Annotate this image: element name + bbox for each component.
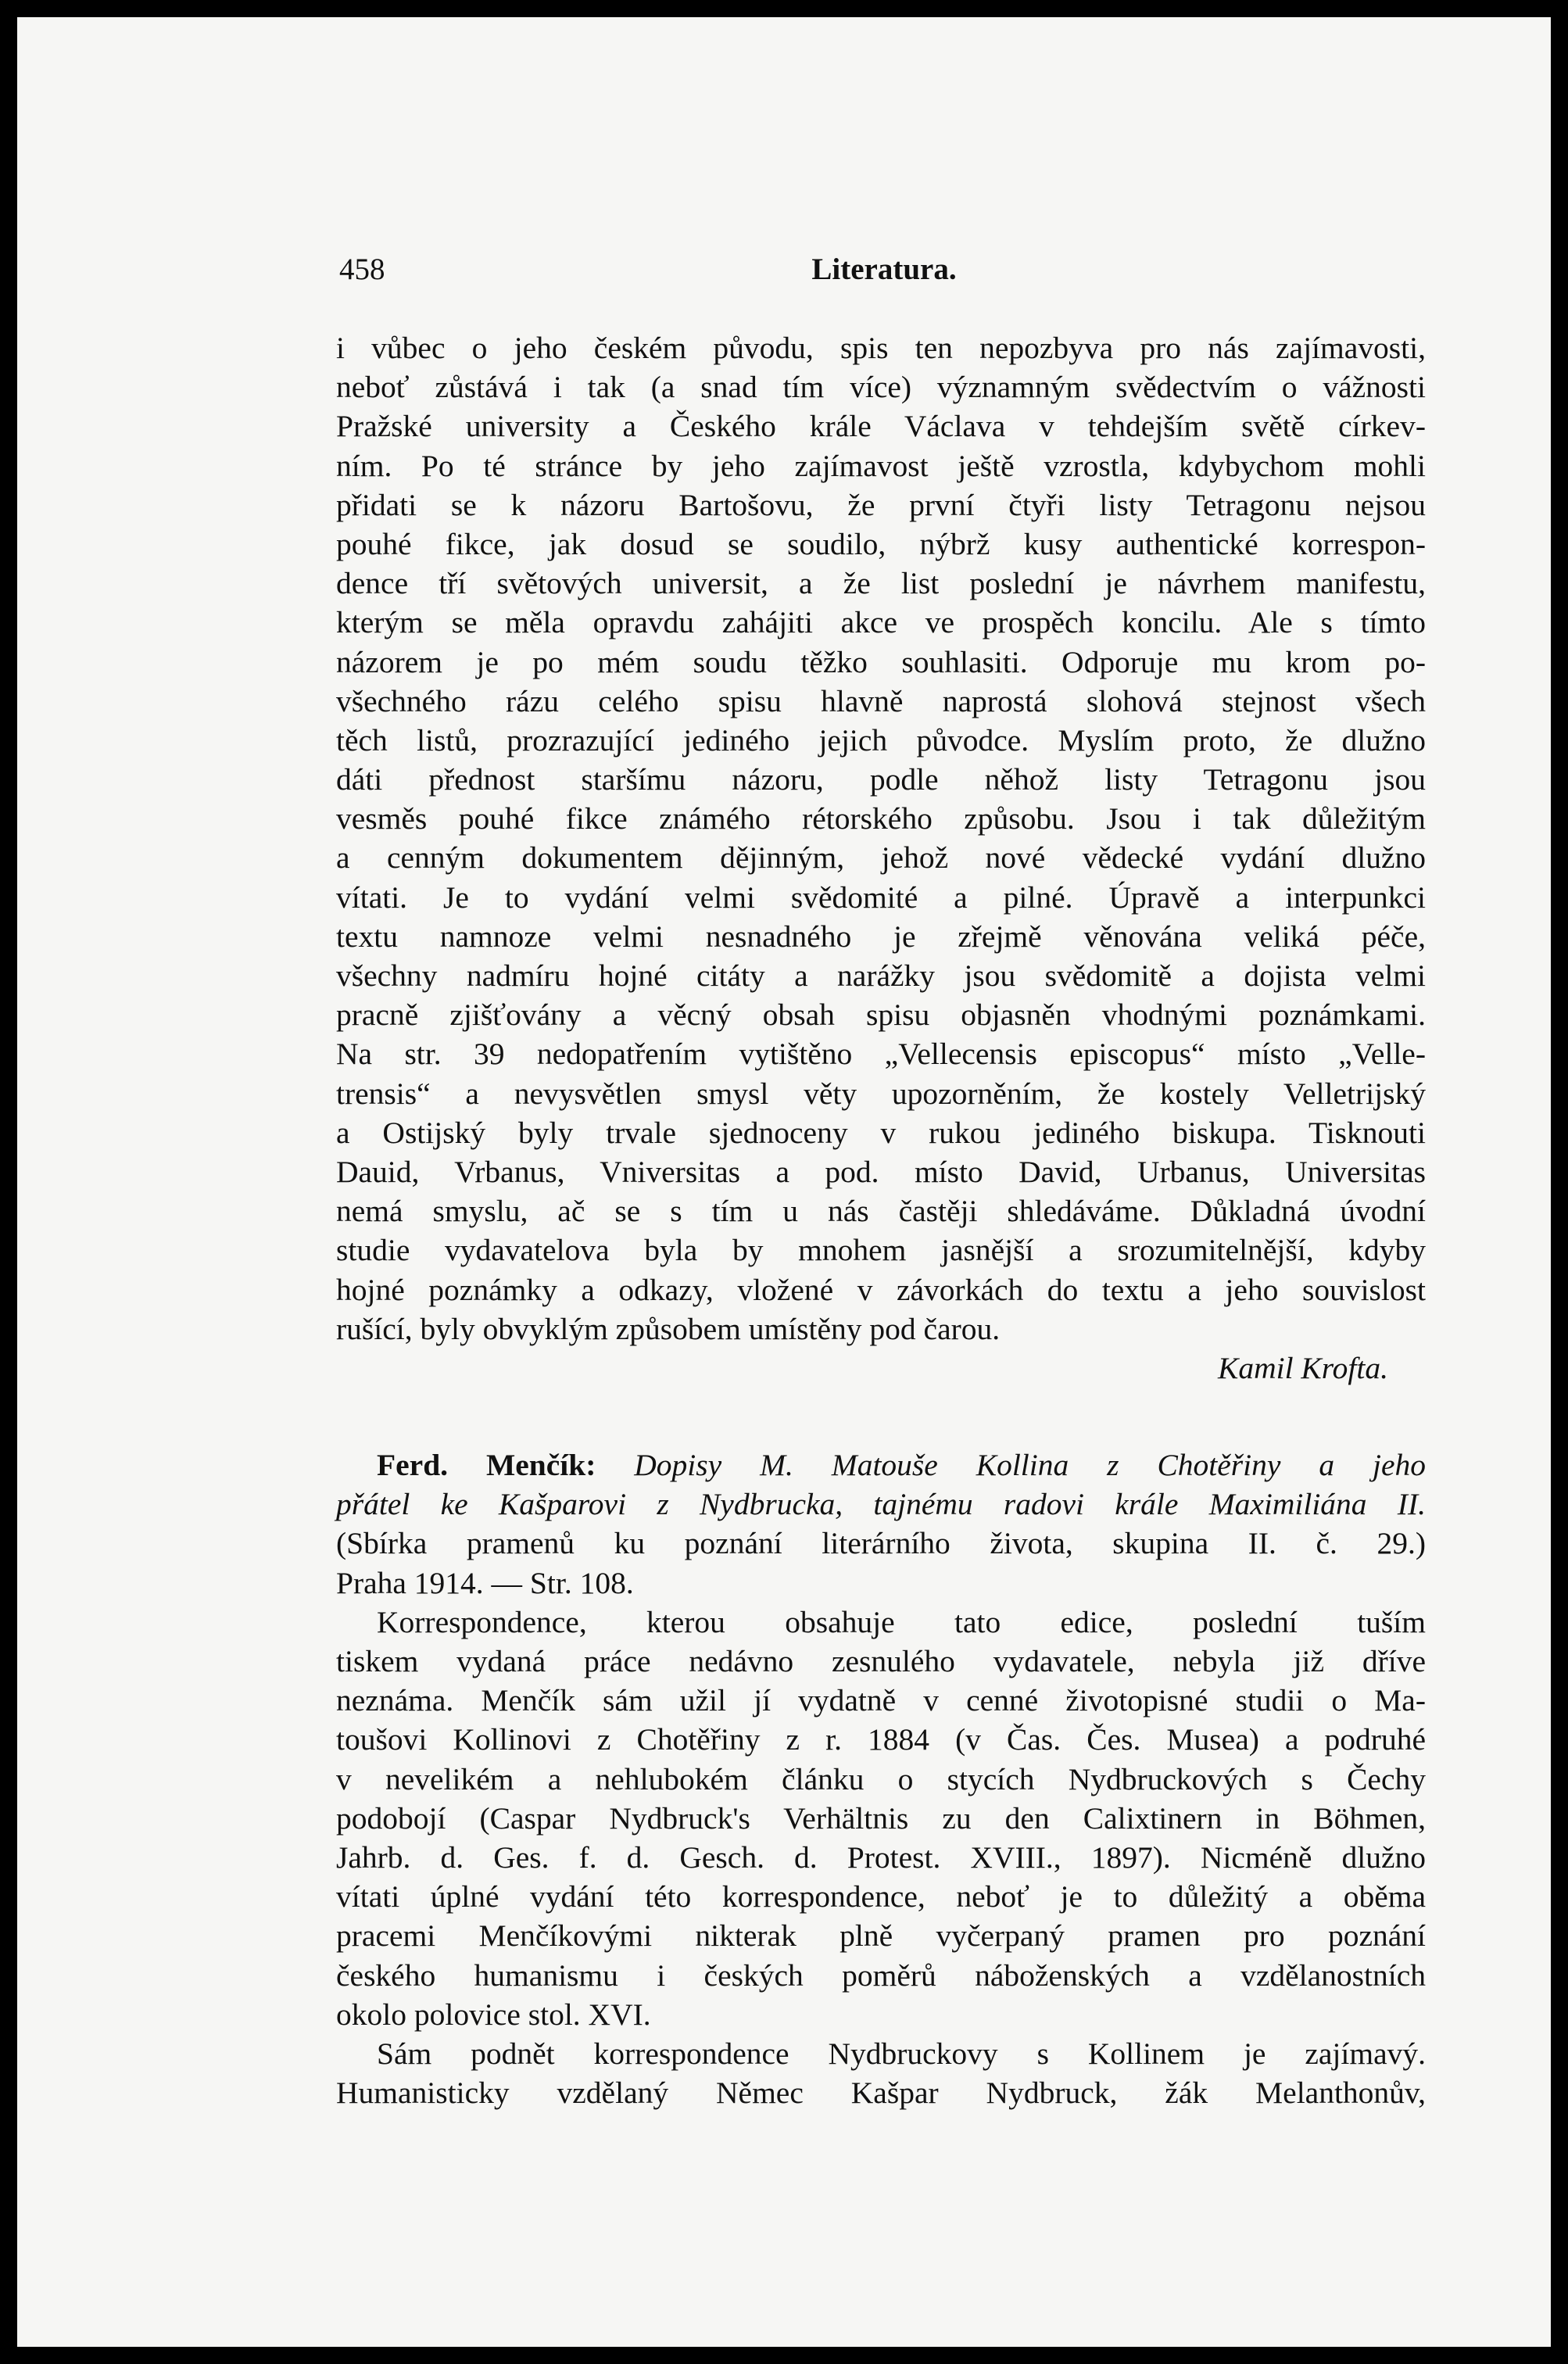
- text-line: v nevelikém a nehlubokém článku o stycích Nydbruckových s Čechy: [336, 1761, 1426, 1796]
- text-line: podobojí (Caspar Nydbruck's Verhältnis zu den Calixtinern in Böhmen,: [336, 1800, 1426, 1836]
- text-line: Korrespondence, kterou obsahuje tato edice, poslední tuším: [377, 1604, 1426, 1639]
- text-line: a Ostijský byly trvale sjednoceny v rukou jediného biskupa. Tisknouti: [336, 1115, 1426, 1150]
- text-line: nemá smyslu, ač se s tím u nás častěji shledáváme. Důkladná úvodní: [336, 1194, 1426, 1229]
- text-line: vítati. Je to vydání velmi svědomité a pilné. Úpravě a interpunkci: [336, 879, 1426, 915]
- text-line: dáti přednost staršímu názoru, podle něhož listy Tetragonu jsou: [336, 762, 1426, 797]
- text-line: Dauid, Vrbanus, Vniversitas a pod. místo David, Urbanus, Universitas: [336, 1154, 1426, 1189]
- text-line: pracemi Menčíkovými nikterak plně vyčerpaný pramen pro poznání: [336, 1918, 1426, 1954]
- text-line: studie vydavatelova byla by mnohem jasnější a srozumitelnější, kdyby: [336, 1233, 1426, 1268]
- text-line: pouhé fikce, jak dosud se soudilo, nýbrž kusy authentické korrespon-: [336, 526, 1426, 561]
- text-line: i vůbec o jeho českém původu, spis ten nepozbyva pro nás zajímavosti,: [336, 331, 1426, 365]
- paragraph-korrespondence: [336, 1603, 1426, 2034]
- review-citation: [336, 1445, 1426, 1603]
- running-head: Literatura.: [811, 253, 957, 286]
- text-line: neznáma. Menčík sám užil jí vydatně v cenné životopisné studii o Ma-: [336, 1683, 1426, 1718]
- text-line: těch listů, prozrazující jediného jejich původce. Myslím proto, že dlužno: [336, 722, 1426, 758]
- text-line: přidati se k názoru Bartošovu, že první čtyři listy Tetragonu nejsou: [336, 487, 1426, 522]
- text-line: Sám podnět korrespondence Nydbruckovy s Kollinem je zajímavý.: [377, 2036, 1426, 2071]
- text-line: kterým se měla opravdu zahájiti akce ve prospěch koncilu. Ale s tímto: [336, 605, 1426, 640]
- series-info: (Sbírka pramenů ku poznání literárního života, skupina II. č. 29.): [336, 1526, 1426, 1561]
- reviewed-author: Ferd. Menčík:: [377, 1448, 596, 1483]
- text-line: hojné poznámky a odkazy, vložené v závorkách do textu a jeho souvislost: [336, 1272, 1426, 1307]
- text-line: textu namnoze velmi nesnadného je zřejmě věnována veliká péče,: [336, 919, 1426, 954]
- imprint-info: Praha 1914. — Str. 108.: [336, 1565, 634, 1600]
- text-line: trensis“ a nevysvětlen smysl věty upozorněním, že kostely Velletrijský: [336, 1076, 1426, 1111]
- reviewed-title: Dopisy M. Matouše Kollina z Chotěřiny a jeho: [634, 1448, 1427, 1483]
- text-line: pracně zjišťovány a věcný obsah spisu objasněn vhodnými poznámkami.: [336, 998, 1426, 1033]
- reviewed-title-cont: přátel ke Kašparovi z Nydbrucka, tajnému radovi krále Maximiliána II.: [336, 1487, 1426, 1522]
- text-line: toušovi Kollinovi z Chotěřiny z r. 1884 (v Čas. Čes. Musea) a podruhé: [336, 1722, 1426, 1757]
- page-number: 458: [339, 253, 385, 286]
- page-scan: [17, 17, 1551, 2347]
- text-line: ním. Po té stránce by jeho zajímavost ještě vzrostla, kdybychom mohli: [336, 448, 1426, 483]
- text-line: vesměs pouhé fikce známého rétorského způsobu. Jsou i tak důležitým: [336, 801, 1426, 836]
- text-line: Na str. 39 nedopatřením vytištěno „Vellecensis episcopus“ místo „Velle-: [336, 1037, 1426, 1072]
- paragraph-nydbruck: [336, 2034, 1426, 2112]
- article-body: [336, 328, 1426, 2112]
- author-signature: Kamil Krofta.: [1217, 1350, 1388, 1385]
- text-line: vítati úplné vydání této korrespondence, neboť je to důležitý a oběma: [336, 1879, 1426, 1914]
- text-line: Humanisticky vzdělaný Němec Kašpar Nydbruck, žák Melanthonův,: [336, 2076, 1426, 2111]
- text-line: Jahrb. d. Ges. f. d. Gesch. d. Protest. XVIII., 1897). Nicméně dlužno: [336, 1839, 1426, 1875]
- text-line: českého humanismu i českých poměrů náboženských a vzdělanostních: [336, 1957, 1426, 1993]
- text-line: tiskem vydaná práce nedávno zesnulého vydavatele, nebyla již dříve: [336, 1644, 1426, 1678]
- text-line: Pražské university a Českého krále Václava v tehdejším světě církev-: [336, 409, 1426, 444]
- text-line: a cenným dokumentem dějinným, jehož nové vědecké vydání dlužno: [336, 840, 1426, 876]
- paragraph-tetragon-review: [336, 328, 1426, 1388]
- text-line: neboť zůstává i tak (a snad tím více) významným svědectvím o vážnosti: [336, 370, 1426, 405]
- page-header: [339, 242, 1429, 289]
- text-line: okolo polovice stol. XVI.: [336, 1997, 651, 2032]
- text-line: rušící, byly obvyklým způsobem umístěny pod čarou.: [336, 1311, 1001, 1346]
- text-line: všechny nadmíru hojné citáty a narážky jsou svědomitě a dojista velmi: [336, 958, 1426, 993]
- citation-line: [336, 1445, 1426, 1485]
- text-line: dence tří světových universit, a že list poslední je návrhem manifestu,: [336, 566, 1426, 601]
- text-line: všechného rázu celého spisu hlavně naprostá slohová stejnost všech: [336, 683, 1426, 718]
- text-line: názorem je po mém soudu těžko souhlasiti. Odporuje mu krom po-: [336, 644, 1426, 679]
